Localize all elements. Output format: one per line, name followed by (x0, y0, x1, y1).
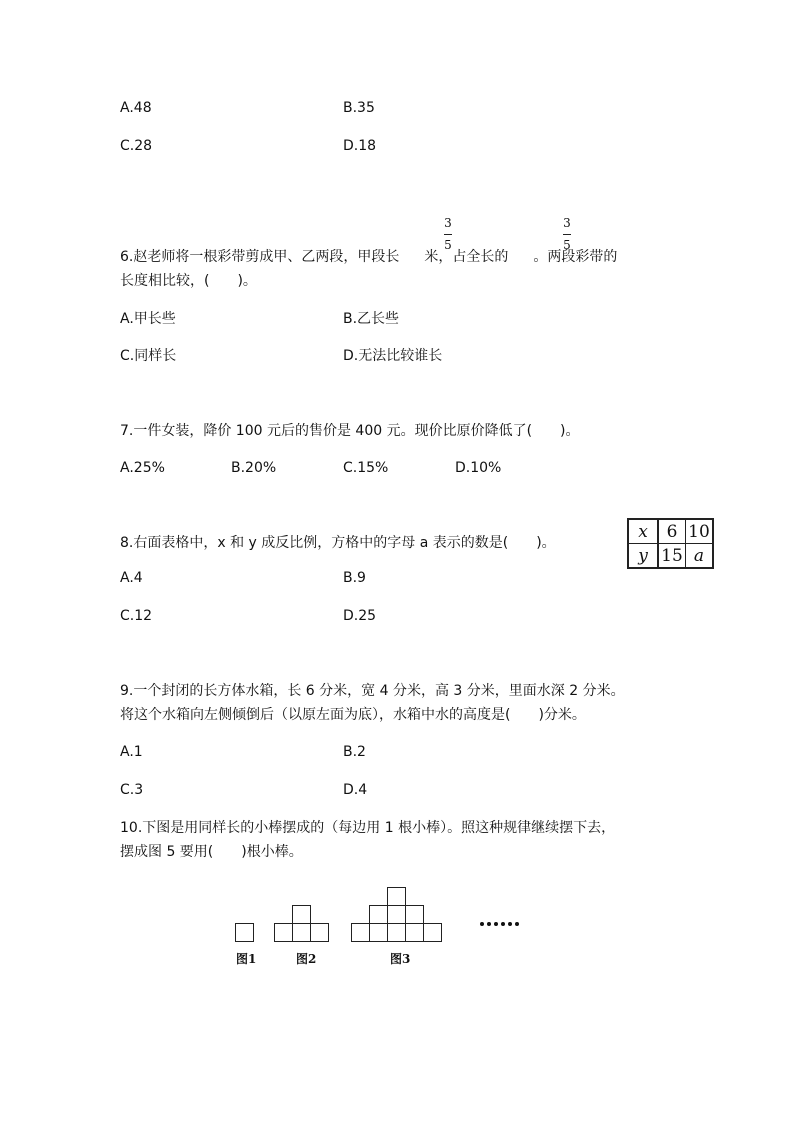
q7-option-a[interactable]: A.25% (120, 460, 165, 476)
q6-fraction1-denominator: 5 (444, 238, 452, 252)
q6-option-a[interactable]: A.甲长些 (120, 311, 176, 327)
q6-option-c[interactable]: C.同样长 (120, 348, 177, 364)
fig3-square (423, 923, 442, 942)
q5-option-b[interactable]: B.35 (343, 100, 375, 116)
fig2-square (292, 923, 311, 942)
q6-fraction2-bar (563, 234, 571, 235)
q8-table-y-label: y (628, 544, 658, 569)
fig3-label: 图3 (390, 952, 411, 966)
q6-fraction1-numerator: 3 (444, 216, 452, 230)
q9-option-d[interactable]: D.4 (343, 782, 368, 798)
q8-table-x2: 10 (686, 519, 714, 544)
q9-option-a[interactable]: A.1 (120, 744, 143, 760)
q9-option-b[interactable]: B.2 (343, 744, 366, 760)
fig3-square (405, 905, 424, 924)
q6-fraction2-numerator: 3 (563, 216, 571, 230)
fig3-square (387, 887, 406, 906)
q9-line1: 9.一个封闭的长方体水箱，长 6 分米，宽 4 分米，高 3 分米，里面水深 2 分米。 (120, 683, 625, 699)
q8-option-d[interactable]: D.25 (343, 608, 377, 624)
q7-text: 7.一件女装，降价 100 元后的售价是 400 元。现价比原价降低了( )。 (120, 423, 580, 439)
fig3-square (351, 923, 370, 942)
ellipsis-dot (508, 922, 512, 926)
q8-table-y1: 15 (658, 544, 686, 569)
q5-option-a[interactable]: A.48 (120, 100, 152, 116)
fig3-square (387, 923, 406, 942)
q7-option-c[interactable]: C.15% (343, 460, 389, 476)
q8-xy-table (627, 518, 714, 569)
ellipsis-dot (501, 922, 505, 926)
q8-table-x1: 6 (658, 519, 686, 544)
fig2-square (274, 923, 293, 942)
q6-text-part1: 6.赵老师将一根彩带剪成甲、乙两段，甲段长 (120, 249, 400, 265)
fig3-square (387, 905, 406, 924)
q6-fraction2-denominator: 5 (563, 238, 571, 252)
q5-option-d[interactable]: D.18 (343, 138, 377, 154)
q9-option-c[interactable]: C.3 (120, 782, 144, 798)
q6-fraction1-bar (444, 234, 452, 235)
q6-line1 (120, 248, 617, 266)
fig2-square (310, 923, 329, 942)
q5-option-c[interactable]: C.28 (120, 138, 153, 154)
ellipsis-dot (487, 922, 491, 926)
q7-option-b[interactable]: B.20% (231, 460, 277, 476)
q6-text-part3: 。两段彩带的 (533, 249, 618, 265)
q8-option-c[interactable]: C.12 (120, 608, 153, 624)
q6-option-d[interactable]: D.无法比较谁长 (343, 348, 443, 364)
q8-text: 8.右面表格中，x 和 y 成反比例，方格中的字母 a 表示的数是( )。 (120, 535, 556, 551)
q8-option-a[interactable]: A.4 (120, 570, 143, 586)
q8-option-b[interactable]: B.9 (343, 570, 366, 586)
fig3-square (369, 923, 388, 942)
q6-option-b[interactable]: B.乙长些 (343, 311, 400, 327)
q7-option-d[interactable]: D.10% (455, 460, 502, 476)
ellipsis-dot (494, 922, 498, 926)
fig3-square (369, 905, 388, 924)
q6-line2: 长度相比较，( )。 (120, 273, 257, 289)
q8-table-x-label: x (628, 519, 658, 544)
fig2-square (292, 905, 311, 924)
q8-table-y2: a (686, 544, 714, 569)
fig1-square (235, 923, 254, 942)
q10-line1: 10.下图是用同样长的小棒摆成的（每边用 1 根小棒）。照这种规律继续摆下去， (120, 820, 616, 836)
fig2-label: 图2 (296, 952, 317, 966)
fig3-square (405, 923, 424, 942)
ellipsis-dot (515, 922, 519, 926)
q6-text-part2: 米，占全长的 (424, 249, 509, 265)
q9-line2: 将这个水箱向左侧倾倒后（以原左面为底），水箱中水的高度是( )分米。 (120, 707, 586, 723)
ellipsis-dot (480, 922, 484, 926)
q10-line2: 摆成图 5 要用( )根小棒。 (120, 844, 303, 860)
fig1-label: 图1 (236, 952, 257, 966)
